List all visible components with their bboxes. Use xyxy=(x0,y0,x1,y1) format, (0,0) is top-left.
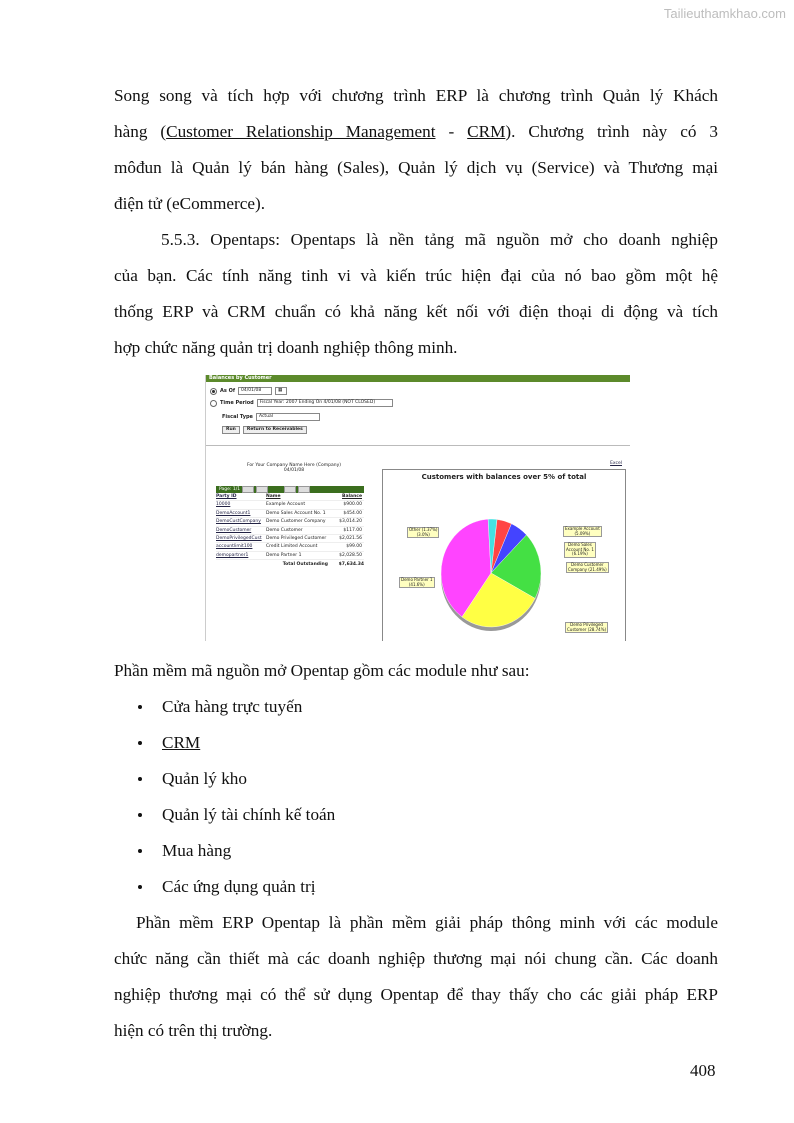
list-item: Cửa hàng trực tuyến xyxy=(114,689,335,725)
list-item xyxy=(114,725,335,761)
excel-link[interactable]: Excel xyxy=(610,461,622,466)
opentaps-screenshot xyxy=(205,375,630,641)
cell-party[interactable]: DemoCustCompany xyxy=(216,519,261,525)
cell-party[interactable]: 10000 xyxy=(216,502,231,508)
label-demo-privileged: Demo Privileged Customer (28.74%) xyxy=(567,622,607,632)
text-line: hiện có trên thị trường. xyxy=(114,1021,273,1040)
cell-balance: $3,014.20 xyxy=(339,519,362,525)
fiscal-type-select[interactable]: Actual xyxy=(256,413,320,421)
cell-name: Example Account xyxy=(266,502,306,508)
cell-party[interactable]: DemoCustomer xyxy=(216,527,252,533)
as-of-row xyxy=(210,387,287,395)
paragraph-conclusion xyxy=(114,905,718,1049)
last-page-button[interactable] xyxy=(298,486,310,493)
table-row xyxy=(216,501,364,509)
paragraph-erp-crm xyxy=(114,78,718,222)
list-item: Các ứng dụng quản trị xyxy=(114,869,335,905)
module-list xyxy=(114,689,335,905)
label-example: Example Account (5.09%) xyxy=(565,526,600,536)
cell-balance: $2,028.50 xyxy=(339,552,362,558)
chart-title: Customers with balances over 5% of total xyxy=(421,473,587,481)
table-header: Party ID Name Balance xyxy=(216,493,364,501)
pager-label: Page: 1/1 xyxy=(219,487,241,492)
cell-balance: $99.00 xyxy=(346,544,362,550)
crm-module-link[interactable]: CRM xyxy=(162,733,201,752)
prev-page-button[interactable] xyxy=(256,486,268,493)
paragraph-opentaps xyxy=(114,222,718,366)
page-number: 408 xyxy=(690,1061,716,1080)
fiscal-type-label: Fiscal Type xyxy=(222,414,253,420)
text-line: môđun là Quản lý bán hàng (Sales), Quản lý dịch vụ (Service) và Thương mại xyxy=(114,158,718,177)
list-item: Quản lý tài chính kế toán xyxy=(114,797,335,833)
cell-balance: $454.00 xyxy=(343,510,362,516)
first-page-button[interactable] xyxy=(242,486,254,493)
table-row xyxy=(216,518,364,526)
cell-name: Demo Sales Account No. 1 xyxy=(266,510,326,516)
return-button[interactable]: Return to Receivables xyxy=(243,426,307,434)
label-demo-customer: Demo Customer Company (21.49%) xyxy=(568,562,607,572)
text-line: 5.5.3. Opentaps: Opentaps là nền tảng mã nguồn mở cho doanh nghiệp xyxy=(161,230,718,249)
text-line: Phần mềm ERP Opentap là phần mềm giải pháp thông minh với các module xyxy=(136,913,718,932)
text-line: của bạn. Các tính năng tinh vi và kiến trúc hiện đại của nó bao gồm một hệ xyxy=(114,266,718,285)
label-demo-partner: Demo Partner 1 (41.6%) xyxy=(401,577,433,587)
table-row xyxy=(216,552,364,560)
label-other: Other (1.37%) (3.0%) xyxy=(409,527,438,537)
watermark: Tailieuthamkhao.com xyxy=(663,6,786,21)
text-line: hàng (Customer Relationship Management - CRM). Chương trình này có 3 xyxy=(114,122,718,141)
cell-name: Demo Privileged Customer xyxy=(266,535,327,541)
divider xyxy=(206,445,630,446)
run-button[interactable]: Run xyxy=(222,426,240,434)
cell-balance: $900.00 xyxy=(343,502,362,508)
text-line: chức năng cần thiết mà các doanh nghiệp thương mại nói chung cần. Các doanh xyxy=(114,949,718,968)
cell-party[interactable]: DemoPrivilegedCust xyxy=(216,535,262,541)
time-period-radio[interactable] xyxy=(210,400,217,407)
label-demo-sales: Demo Sales Account No. 1 (6.19%) xyxy=(566,542,594,557)
as-of-input[interactable]: 04/01/08 xyxy=(238,387,272,395)
cell-party[interactable]: accountlimit100 xyxy=(216,544,253,550)
cell-name: Demo Partner 1 xyxy=(266,552,302,558)
text-line: nghiệp thương mại có thể sử dụng Opentap để thay thấy cho các giải pháp ERP xyxy=(114,985,718,1004)
pager xyxy=(216,486,364,493)
cell-name: Demo Customer Company xyxy=(266,519,326,525)
list-item: Mua hàng xyxy=(114,833,335,869)
text-line: Phần mềm mã nguồn mở Opentap gồm các module như sau: xyxy=(114,661,530,680)
next-page-button[interactable] xyxy=(284,486,296,493)
crm-link[interactable]: CRM xyxy=(467,122,506,141)
as-of-radio[interactable] xyxy=(210,388,217,395)
cell-name: Credit Limited Account xyxy=(266,544,318,550)
cell-balance: $2,021.56 xyxy=(339,535,362,541)
cell-party[interactable]: DemoAccount1 xyxy=(216,510,251,516)
fiscal-type-row xyxy=(222,413,320,421)
as-of-label: As Of xyxy=(220,388,236,394)
figure-header: Balances by Customer xyxy=(206,375,630,382)
crm-full-link[interactable]: Customer Relationship Management xyxy=(166,122,436,141)
action-row xyxy=(222,426,307,434)
balances-table xyxy=(216,486,364,567)
pie-chart xyxy=(382,469,626,641)
cell-name: Demo Customer xyxy=(266,527,303,533)
module-intro xyxy=(114,653,718,689)
company-heading: For Your Company Name Here (Company) 04/01/08 xyxy=(246,463,342,473)
calendar-icon[interactable]: ▦ xyxy=(275,387,287,395)
table-row xyxy=(216,510,364,518)
table-row xyxy=(216,543,364,551)
time-period-label: Time Period xyxy=(220,400,254,406)
list-item: Quản lý kho xyxy=(114,761,335,797)
table-row xyxy=(216,535,364,543)
time-period-select[interactable]: Fiscal Year: 2007 Ending On 4/01/08 (NOT CLOSED) xyxy=(257,399,393,407)
cell-party[interactable]: demopartner1 xyxy=(216,552,249,558)
text-line: điện tử (eCommerce). xyxy=(114,194,266,213)
total-row: Total Outstanding $7,634.34 xyxy=(282,562,364,568)
text-line: hợp chức năng quản trị doanh nghiệp thông minh. xyxy=(114,338,458,357)
text-line: Song song và tích hợp với chương trình ERP là chương trình Quản lý Khách xyxy=(114,86,718,105)
table-row xyxy=(216,527,364,535)
text-line: thống ERP và CRM chuẩn có khả năng kết nối với điện thoại di động và tích xyxy=(114,302,718,321)
time-period-row xyxy=(210,399,393,407)
cell-balance: $117.00 xyxy=(343,527,362,533)
